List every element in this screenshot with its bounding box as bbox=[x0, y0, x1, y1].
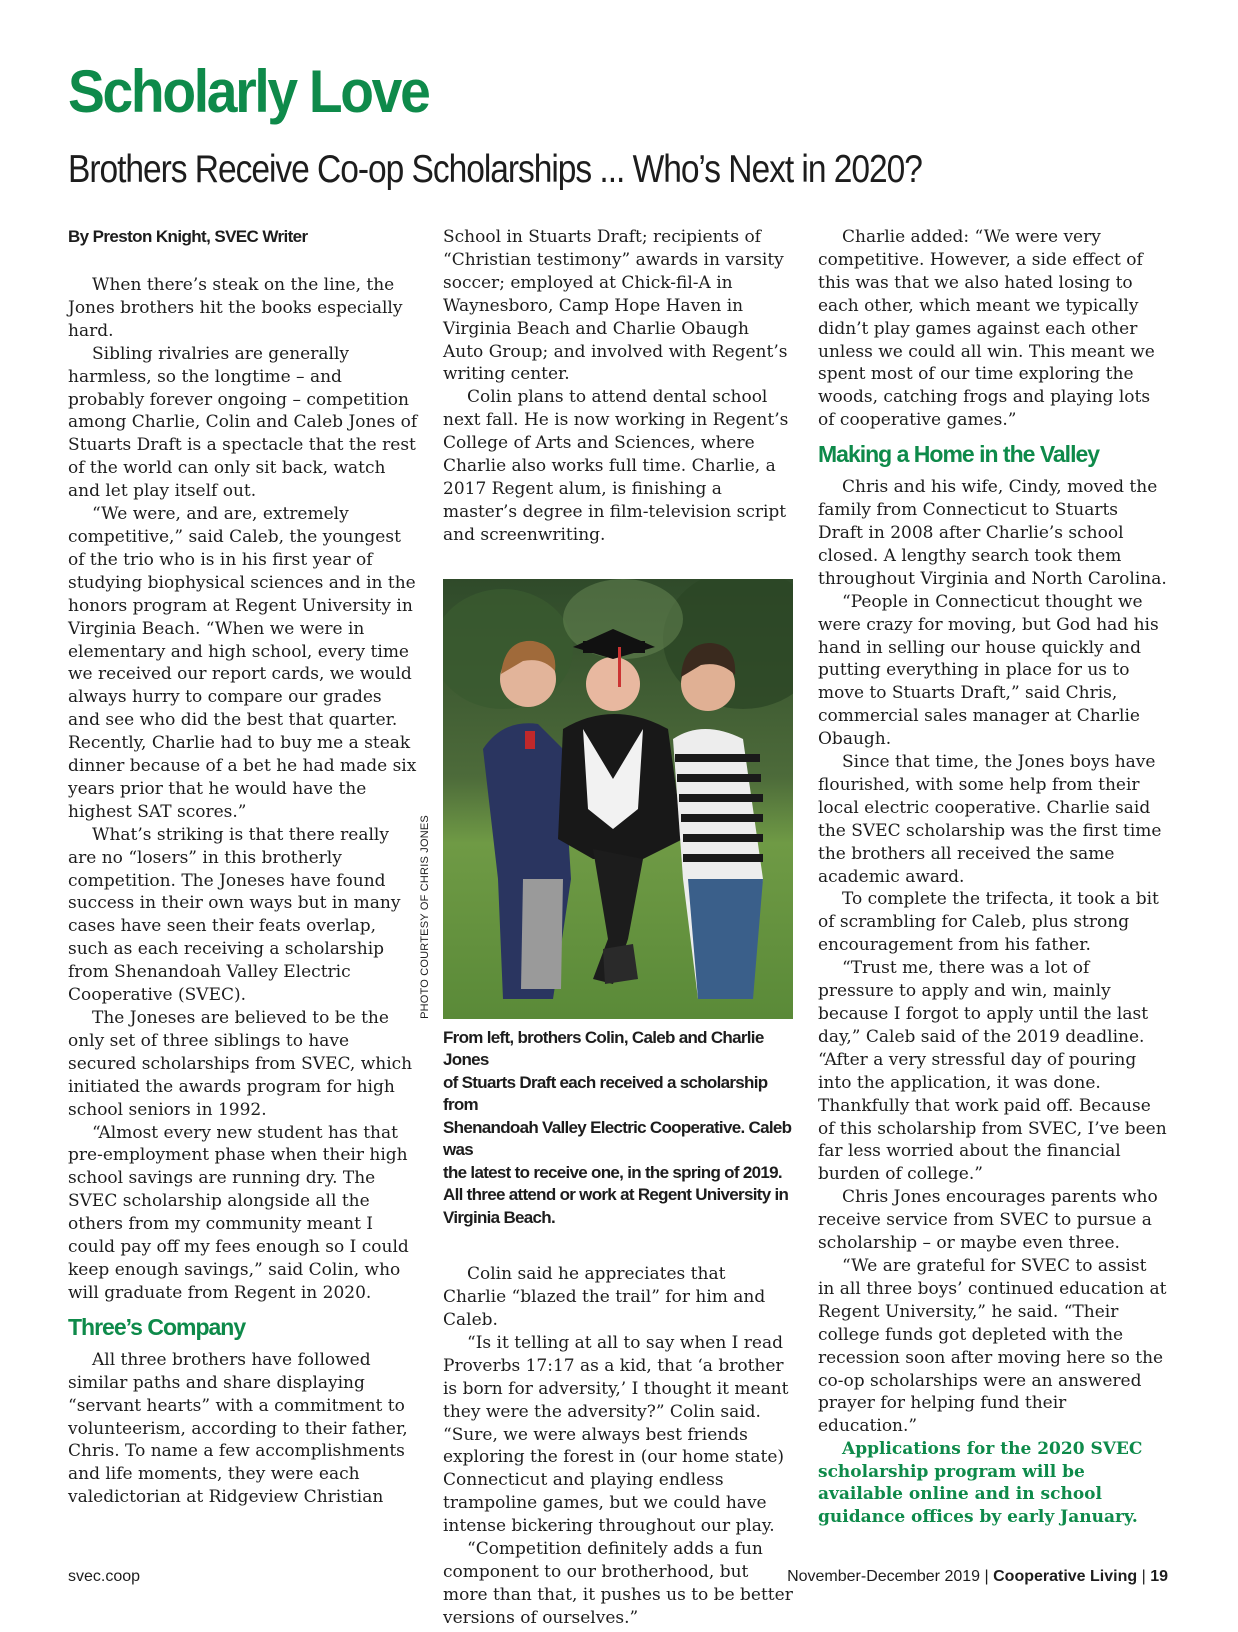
paragraph: All three brothers have followed similar paths and share displaying “servant hearts” with a commitment to volunteerism, according to their father, Chris. To name a few accomplishments and life moments, they were each valedictorian at Ridgeview Christian bbox=[68, 1349, 408, 1508]
footer-magazine-name: Cooperative Living bbox=[993, 1568, 1138, 1585]
paragraph: What’s striking is that there really are no “losers” in this brotherly competition. The Joneses have found success in their own ways but in many cases have seen their feats overlap, such as each receiving a scholarship from Shenandoah Valley Electric Cooperative (SVEC). bbox=[68, 824, 401, 1006]
paragraph: To complete the trifecta, it took a bit of scrambling for Caleb, plus strong encouragement from his father. bbox=[818, 889, 1159, 956]
subheading-threes-company: Three’s Company bbox=[68, 1313, 246, 1340]
applications-callout: Applications for the 2020 SVEC scholarship program will be available online and in school guidance offices by early January. bbox=[818, 1439, 1143, 1527]
photo-caption: From left, brothers Colin, Caleb and Charlie Jones of Stuarts Draft each received a scholarship from Shenandoah Valley Electric Cooperative. Caleb was the latest to receive one, in the spring of 2019. All three attend or work at Regent University in Virginia Beach. bbox=[443, 1027, 792, 1227]
footer-issue-info bbox=[787, 1568, 1168, 1586]
column-1 bbox=[68, 226, 418, 1509]
column-2 bbox=[419, 226, 793, 1630]
subheading-making-a-home: Making a Home in the Valley bbox=[818, 441, 1100, 468]
footer-site: svec.coop bbox=[68, 1568, 141, 1585]
paragraph: Charlie added: “We were very competitive. However, a side effect of this was that we also hated losing to each other, which meant we typically didn’t play games against each other unless we could all win. This meant we spent most of our time exploring the woods, catching frogs and playing lots of cooperative games.” bbox=[818, 227, 1155, 431]
footer-separator: | bbox=[1141, 1568, 1146, 1585]
footer-page-number: 19 bbox=[1150, 1568, 1168, 1585]
paragraph: “Almost every new student has that pre-employment phase when their high school savings are running dry. The SVEC scholarship alongside all the others from my community meant I could pay off my fees enough so I could keep enough savings,” said Colin, who will graduate from Regent in 2020. bbox=[68, 1122, 409, 1303]
article-subtitle: Brothers Receive Co-op Scholarships ... Who’s Next in 2020? bbox=[68, 148, 922, 191]
paragraph: “We were, and are, extremely competitive,” said Caleb, the youngest of the trio who is in his first year of studying biophysical sciences and in the honors program at Regent University in Virginia Beach. “When we were in elementary and high school, every time we received our report cards, we would always hurry to compare our grades and see who did the best that quarter. Recently, Charlie had to buy me a steak dinner because of a bet he had made six years prior that he would have the highest SAT scores.” bbox=[68, 504, 417, 822]
paragraph: Colin said he appreciates that Charlie “blazed the trail” for him and Caleb. bbox=[443, 1264, 766, 1330]
paragraph: “Is it telling at all to say when I read Proverbs 17:17 as a kid, that ‘a brother is born for adversity,’ I thought it meant they were the adversity?” Colin said. “Sure, we were always best friends exploring the forest in (our home state) Connecticut and playing endless trampoline games, but we could have intense bickering throughout our play. bbox=[443, 1332, 789, 1537]
paragraph: “People in Connecticut thought we were crazy for moving, but God had his hand in selling our house quickly and putting everything in place for us to move to Stuarts Draft,” said Chris, commercial sales manager at Charlie Obaugh. bbox=[818, 591, 1159, 750]
column-3 bbox=[818, 226, 1168, 1528]
footer-separator: | bbox=[984, 1568, 989, 1585]
brothers-photo bbox=[443, 579, 793, 1019]
paragraph: Chris and his wife, Cindy, moved the family from Connecticut to Stuarts Draft in 2008 after Charlie’s school closed. A lengthy search took them throughout Virginia and North Carolina. bbox=[818, 477, 1167, 589]
photo-block bbox=[419, 579, 793, 1019]
byline: By Preston Knight, SVEC Writer bbox=[68, 227, 308, 246]
paragraph: Since that time, the Jones boys have flourished, with some help from their local electric cooperative. Charlie said the SVEC scholarship was the first time the brothers all received the same academic award. bbox=[818, 752, 1162, 887]
article-title: Scholarly Love bbox=[68, 58, 429, 125]
paragraph: The Joneses are believed to be the only set of three siblings to have secured scholarships from SVEC, which initiated the awards program for high school seniors in 1992. bbox=[68, 1008, 413, 1120]
footer-issue-date: November-December 2019 bbox=[787, 1568, 981, 1585]
paragraph: School in Stuarts Draft; recipients of “Christian testimony” awards in varsity soccer; employed at Chick-fil-A in Waynesboro, Camp Hope Haven in Virginia Beach and Charlie Obaugh Auto Group; and involved with Regent’s writing center. bbox=[443, 227, 788, 385]
paragraph: “We are grateful for SVEC to assist in all three boys’ continued education at Regent University,” he said. “Their college funds got depleted with the recession soon after moving here so the co-op scholarships were an answered prayer for helping fund their education.” bbox=[818, 1255, 1167, 1437]
paragraph: Chris Jones encourages parents who receive service from SVEC to pursue a scholarship – or maybe even three. bbox=[818, 1187, 1158, 1254]
paragraph: Colin plans to attend dental school next fall. He is now working in Regent’s College of Arts and Sciences, where Charlie also works full time. Charlie, a 2017 Regent alum, is finishing a master’s degree in film-television script and screenwriting. bbox=[443, 387, 789, 545]
paragraph: Sibling rivalries are generally harmless, so the longtime – and probably forever ongoing – competition among Charlie, Colin and Caleb Jones of Stuarts Draft is a spectacle that the rest of the world can only sit back, watch and let play itself out. bbox=[68, 343, 418, 502]
photo-credit: PHOTO COURTESY OF CHRIS JONES bbox=[419, 814, 432, 1019]
paragraph: When there’s steak on the line, the Jones brothers hit the books especially hard. bbox=[68, 275, 403, 341]
paragraph: “Trust me, there was a lot of pressure to apply and win, mainly because I forgot to apply until the last day,” Caleb said of the 2019 deadline. “After a very stressful day of pouring into the application, it was done. Thankfully that work paid off. Because of this scholarship from SVEC, I’ve been far less worried about the financial burden of college.” bbox=[818, 958, 1167, 1185]
paragraph: “Competition definitely adds a fun component to our brotherhood, but more than that, it pushes us to be better versions of ourselves.” bbox=[443, 1539, 793, 1628]
